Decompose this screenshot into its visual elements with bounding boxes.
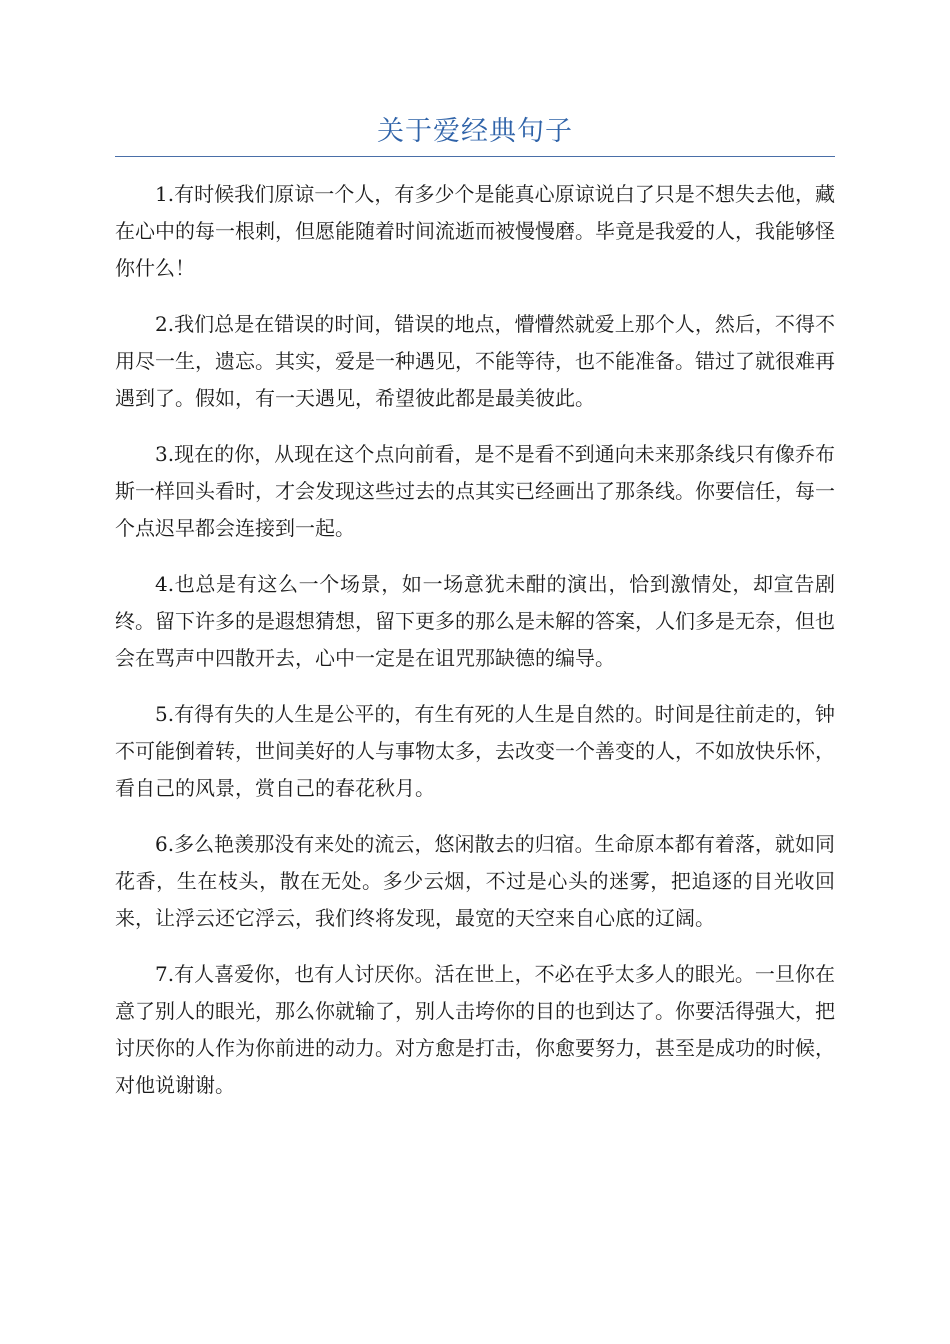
paragraph-1: 1.有时候我们原谅一个人，有多少个是能真心原谅说白了只是不想失去他，藏在心中的每一根刺，但愿能随着时间流逝而被慢慢磨。毕竟是我爱的人，我能够怪你什么！	[115, 182, 835, 280]
paragraph-3: 3.现在的你，从现在这个点向前看，是不是看不到通向未来那条线只有像乔布斯一样回头看时，才会发现这些过去的点其实已经画出了那条线。你要信任，每一个点迟早都会连接到一起。	[115, 442, 835, 540]
paragraph-5: 5.有得有失的人生是公平的，有生有死的人生是自然的。时间是往前走的，钟不可能倒着转，世间美好的人与事物太多，去改变一个善变的人，不如放快乐怀，看自己的风景，赏自己的春花秋月。	[115, 702, 835, 800]
page-title: 关于爱经典句子	[377, 116, 573, 147]
title-block	[115, 112, 835, 157]
document-body	[115, 176, 835, 1123]
paragraph-6: 6.多么艳羡那没有来处的流云，悠闲散去的归宿。生命原本都有着落，就如同花香，生在枝头，散在无处。多少云烟，不过是心头的迷雾，把追逐的目光收回来，让浮云还它浮云，我们终将发现，最宽的天空来自心底的辽阔。	[115, 832, 835, 930]
paragraph-7: 7.有人喜爱你，也有人讨厌你。活在世上，不必在乎太多人的眼光。一旦你在意了别人的眼光，那么你就输了，别人击垮你的目的也到达了。你要活得强大，把讨厌你的人作为你前进的动力。对方愈是打击，你愈要努力，甚至是成功的时候，对他说谢谢。	[115, 962, 835, 1097]
paragraph-4: 4.也总是有这么一个场景，如一场意犹未酣的演出，恰到激情处，却宣告剧终。留下许多的是遐想猜想，留下更多的那么是未解的答案，人们多是无奈，但也会在骂声中四散开去，心中一定是在诅咒那缺德的编导。	[115, 572, 835, 670]
paragraph-2: 2.我们总是在错误的时间，错误的地点，懵懵然就爱上那个人，然后，不得不用尽一生，遗忘。其实，爱是一种遇见，不能等待，也不能准备。错过了就很难再遇到了。假如，有一天遇见，希望彼此都是最美彼此。	[115, 312, 835, 410]
